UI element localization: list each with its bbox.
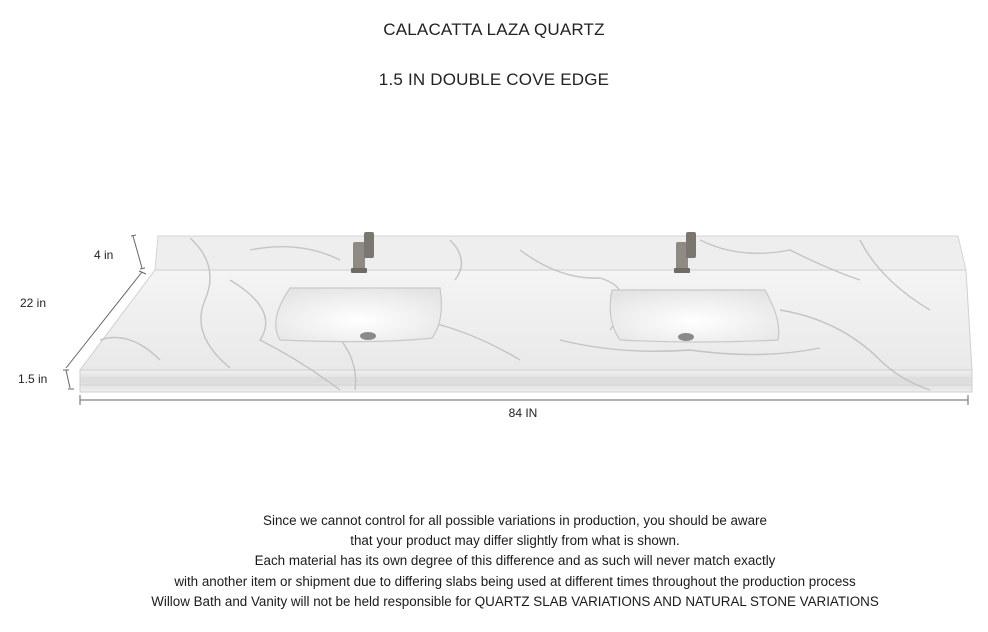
disclaimer-text [0,511,988,612]
disclaimer-line: Since we cannot control for all possible variations in production, you should be aware [263,513,767,528]
edge-profile-title: 1.5 IN DOUBLE COVE EDGE [378,70,610,89]
disclaimer-line: Willow Bath and Vanity will not be held responsible for QUARTZ SLAB VARIATIONS AND NATURAL STONE VARIATIONS [151,593,879,609]
left-sink [276,288,442,342]
product-title: CALACATTA LAZA QUARTZ [383,20,605,39]
right-sink [610,290,779,342]
right-drain [678,333,694,341]
countertop-drawing [0,220,988,430]
left-drain [360,332,376,340]
disclaimer-line: that your product may differ slightly from what is shown. [350,533,680,549]
backsplash [155,236,966,270]
backsplash-height-label: 4 in [94,248,114,262]
depth-label: 22 in [20,296,47,310]
disclaimer-line: Each material has its own degree of this difference and as such will never match exactly [254,553,776,569]
disclaimer-line: with another item or shipment due to differing slabs being used at different times throughout the production process [174,573,856,589]
thickness-label: 1.5 in [18,372,48,386]
width-label: 84 IN [508,406,538,420]
countertop-front-edge [80,370,972,392]
vanity-top-illustration [0,220,988,430]
countertop-surface [80,270,972,370]
